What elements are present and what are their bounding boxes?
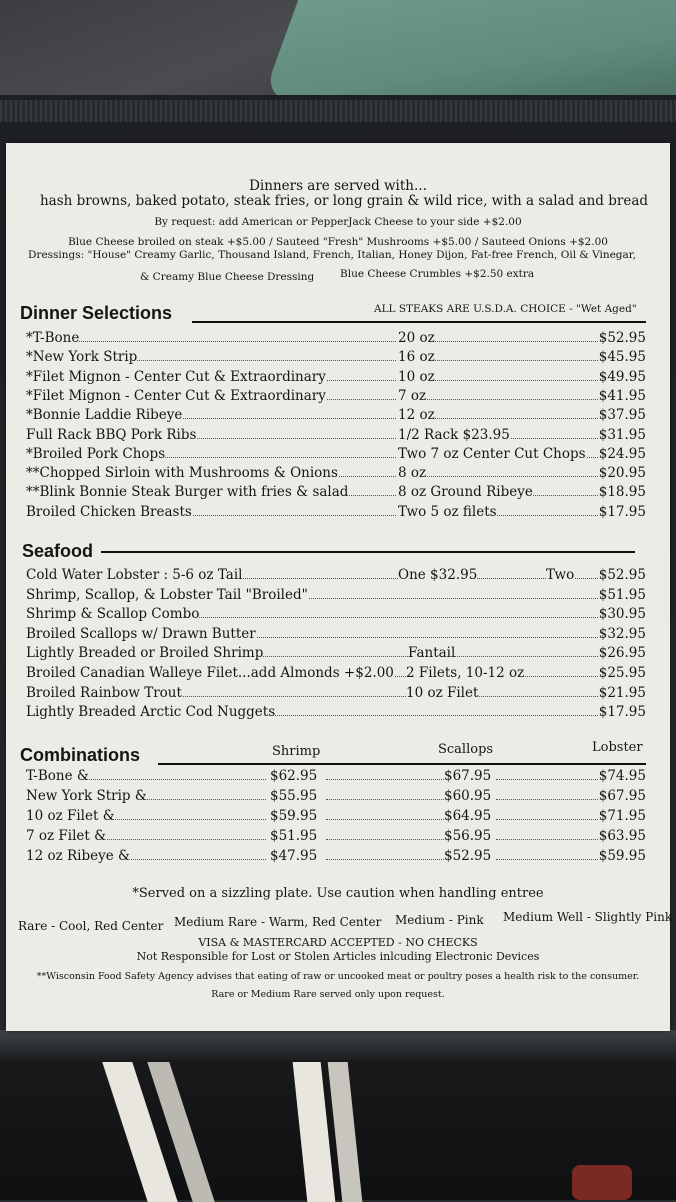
sizzle-note: *Served on a sizzling plate. Use caution when handling entree	[132, 886, 544, 901]
item-price: $26.95	[598, 645, 646, 662]
item-name: Broiled Canadian Walleye Filet...add Almonds +$2.00	[26, 665, 394, 681]
menu-item-row	[26, 426, 646, 445]
item-price: $51.95	[598, 586, 646, 603]
combo-row	[26, 847, 646, 866]
menu-item-row	[26, 644, 646, 663]
item-size: Two 5 oz filets	[398, 503, 497, 520]
price-shrimp: $55.95	[270, 788, 318, 804]
intro-cheese: By request: add American or PepperJack Cheese to your side +$2.00	[154, 216, 522, 228]
item-price: $20.95	[598, 465, 646, 482]
dot-leader	[26, 341, 396, 342]
binder-edge	[0, 100, 676, 122]
dot-leader	[496, 819, 606, 820]
item-name: Shrimp, Scallop, & Lobster Tail "Broiled"	[26, 586, 308, 603]
item-price: $52.95	[598, 330, 646, 346]
item-name: Lightly Breaded or Broiled Shrimp	[26, 645, 264, 662]
item-name: **Blink Bonnie Steak Burger with fries & salad	[26, 484, 349, 501]
price-shrimp: $47.95	[270, 848, 318, 864]
item-name: Broiled Scallops w/ Drawn Butter	[26, 625, 256, 642]
combo-row	[26, 787, 646, 806]
dot-leader	[496, 839, 606, 840]
seafood-title: Seafood	[22, 541, 94, 561]
dot-leader	[326, 819, 446, 820]
menu-item-row	[26, 387, 646, 406]
item-name: Broiled Chicken Breasts	[26, 503, 192, 520]
item-size: 7 oz	[398, 387, 427, 404]
menu-item-row	[26, 684, 646, 703]
item-size: 16 oz	[398, 349, 435, 366]
menu-item-row	[26, 703, 646, 722]
dot-leader	[406, 476, 606, 477]
dot-leader	[326, 839, 446, 840]
doneness-rare: Rare - Cool, Red Center	[18, 919, 164, 933]
item-name: Full Rack BBQ Pork Ribs	[26, 426, 197, 443]
item-size: 12 oz	[398, 407, 435, 424]
dinner-rule	[192, 321, 646, 323]
floor-object	[572, 1165, 632, 1200]
item-name: Lightly Breaded Arctic Cod Nuggets	[26, 704, 276, 721]
doneness-medium: Medium - Pink	[395, 913, 484, 927]
item-name: Broiled Rainbow Trout	[26, 684, 182, 701]
intro-toppings: Blue Cheese broiled on steak +$5.00 / Sauteed "Fresh" Mushrooms +$5.00 / Sauteed Onions +$2.00	[68, 236, 608, 248]
combo-name: 10 oz Filet &	[26, 808, 115, 824]
binder-bottom-edge	[0, 1030, 676, 1060]
item-name: *Filet Mignon - Center Cut & Extraordinary	[26, 387, 326, 404]
menu-item-row	[26, 348, 646, 367]
seafood-rule	[101, 551, 635, 553]
item-price: $24.95	[598, 445, 646, 462]
food-safety-advisory-cont: Rare or Medium Rare served only upon request.	[211, 989, 445, 1000]
price-shrimp: $59.95	[270, 808, 318, 824]
dot-leader	[406, 399, 606, 400]
price-scallops: $67.95	[444, 768, 492, 784]
background-cloth	[262, 0, 676, 100]
combo-name: T-Bone &	[26, 768, 89, 784]
column-shrimp: Shrimp	[272, 744, 321, 759]
combo-name: New York Strip &	[26, 788, 147, 804]
dot-leader	[496, 779, 606, 780]
item-name: *Filet Mignon - Center Cut & Extraordinary	[26, 368, 326, 385]
menu-item-row	[26, 464, 646, 483]
item-size: 8 oz Ground Ribeye	[398, 484, 533, 501]
item-size: Fantail	[408, 645, 456, 662]
steak-grade-note: ALL STEAKS ARE U.S.D.A. CHOICE - "Wet Aged"	[374, 303, 637, 315]
intro-dressings: Dressings: "House" Creamy Garlic, Thousand Island, French, Italian, Honey Dijon, Fat-free French, Oil & Vinegar,	[28, 249, 636, 261]
combinations-rule	[158, 763, 646, 765]
item-price: $41.95	[598, 387, 646, 404]
item-name: **Chopped Sirloin with Mushrooms & Onions	[26, 465, 338, 482]
combinations-title: Combinations	[20, 745, 140, 765]
dot-leader	[326, 859, 446, 860]
item-size: 10 oz Filet	[406, 684, 479, 701]
item-size: 20 oz	[398, 330, 435, 346]
item-price: $30.95	[598, 606, 646, 623]
menu-item-row	[26, 586, 646, 605]
item-price: $37.95	[598, 407, 646, 424]
intro-dressings-cont: & Creamy Blue Cheese Dressing	[140, 271, 315, 283]
menu-item-row	[26, 503, 646, 522]
combo-row	[26, 827, 646, 846]
item-size: 1/2 Rack $23.95	[398, 426, 510, 443]
price-scallops: $60.95	[444, 788, 492, 804]
doneness-medium-well: Medium Well - Slightly Pink	[503, 910, 673, 924]
price-lobster: $71.95	[598, 808, 646, 824]
menu-item-row	[26, 445, 646, 464]
dinner-title: Dinner Selections	[20, 303, 173, 323]
dot-leader	[406, 380, 606, 381]
dot-leader	[406, 360, 606, 361]
item-price: $17.95	[598, 704, 646, 721]
dot-leader	[406, 418, 606, 419]
dot-leader	[496, 859, 606, 860]
item-size-two: Two	[546, 567, 575, 583]
price-shrimp: $62.95	[270, 768, 318, 784]
column-lobster: Lobster	[592, 740, 643, 755]
intro-crumbles: Blue Cheese Crumbles +$2.50 extra	[340, 268, 535, 280]
item-size: One $32.95	[398, 567, 478, 583]
dot-leader	[496, 799, 606, 800]
price-scallops: $56.95	[444, 828, 492, 844]
intro-sides: hash browns, baked potato, steak fries, or long grain & wild rice, with a salad and bread	[39, 193, 649, 209]
item-price: $45.95	[598, 349, 646, 366]
item-price: $31.95	[598, 426, 646, 443]
combo-row	[26, 807, 646, 826]
item-price: $49.95	[598, 368, 646, 385]
doneness-medium-rare: Medium Rare - Warm, Red Center	[174, 915, 382, 929]
item-name: *Broiled Pork Chops	[26, 445, 166, 462]
item-size: 8 oz	[398, 465, 427, 482]
menu-item-row	[26, 664, 646, 683]
item-size: 10 oz	[398, 368, 435, 385]
price-lobster: $67.95	[598, 788, 646, 804]
responsibility-note: Not Responsible for Lost or Stolen Articles inlcuding Electronic Devices	[136, 950, 540, 963]
item-name: Shrimp & Scallop Combo	[26, 606, 200, 623]
price-scallops: $64.95	[444, 808, 492, 824]
price-lobster: $63.95	[598, 828, 646, 844]
item-price: $21.95	[598, 684, 646, 701]
price-shrimp: $51.95	[270, 828, 318, 844]
column-scallops: Scallops	[438, 742, 494, 757]
menu-page	[6, 143, 673, 1031]
item-size: Two 7 oz Center Cut Chops	[398, 445, 586, 462]
item-price: $52.95	[598, 567, 646, 583]
menu-item-row	[26, 483, 646, 502]
menu-item-row	[26, 329, 646, 348]
menu-item-row	[26, 368, 646, 387]
food-safety-advisory: **Wisconsin Food Safety Agency advises that eating of raw or uncooked meat or poultry poses a health risk to the consumer.	[36, 971, 640, 982]
menu-item-row	[26, 625, 646, 644]
combo-row	[26, 767, 646, 786]
item-price: $18.95	[598, 484, 646, 501]
combo-name: 7 oz Filet &	[26, 828, 107, 844]
item-price: $17.95	[598, 503, 646, 520]
intro-heading: Dinners are served with...	[249, 178, 427, 194]
menu-item-row	[26, 406, 646, 425]
dot-leader	[326, 799, 446, 800]
menu-item-row	[26, 605, 646, 624]
item-size: 2 Filets, 10-12 oz	[406, 665, 525, 681]
payment-note: VISA & MASTERCARD ACCEPTED - NO CHECKS	[198, 936, 478, 949]
combo-name: 12 oz Ribeye &	[26, 848, 131, 864]
dot-leader	[406, 341, 606, 342]
item-name: Cold Water Lobster : 5-6 oz Tail	[26, 567, 243, 583]
price-lobster: $59.95	[598, 848, 646, 864]
item-name: *Bonnie Laddie Ribeye	[26, 407, 183, 424]
dot-leader	[326, 779, 446, 780]
price-scallops: $52.95	[444, 848, 492, 864]
item-name: *New York Strip	[26, 349, 138, 366]
item-name: *T-Bone	[26, 330, 80, 346]
item-price: $25.95	[598, 665, 646, 681]
item-price: $32.95	[598, 625, 646, 642]
menu-item-row	[26, 566, 646, 585]
price-lobster: $74.95	[598, 768, 646, 784]
